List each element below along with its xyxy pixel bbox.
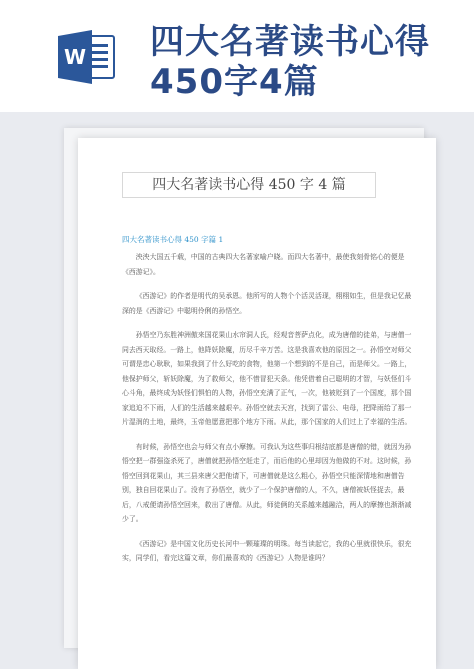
banner-title-line2: 450字4篇 [150,62,319,102]
document-title: 四大名著读书心得 450 字 4 篇 [122,172,376,198]
paragraph: 《西游记》的作者是明代的吴承恩。他所写的人物个个活灵活现，栩栩如生，但是我记忆最深的是《西游记》中聪明伶俐的孙悟空。 [122,292,412,315]
word-logo-icon [58,30,116,84]
paragraph: 泱泱大国五千载，中国的古典四大名著家喻户晓。而四大名著中，最使我刻骨铭心的便是《西游记》。 [122,253,405,276]
document-subheading: 四大名著读书心得 450 字篇 1 [122,235,224,244]
banner-title [150,22,450,102]
banner-title-line1: 四大名著读书心得 [150,22,430,62]
svg-text:W: W [63,45,87,69]
paragraph: 孙悟空乃东胜神洲傲来国花果山水帘洞人氏，经观音菩萨点化，成为唐僧的徒弟，与唐僧一同去西天取经。一路上，他降妖除魔，历尽千辛万苦。这是我喜欢他的原因之一。孙悟空对师父可谓是忠心耿耿，如果我到了什么好吃的食物，他第一个想到的不是自己，而是师父。一路上，他保护师父，斩妖除魔，为了救师父，他不惜冒犯天条。他凭借着自己聪明的才智，与妖怪们斗心斗角，最终成为妖怪们惧怕的人物，孙悟空充满了正气，一次，他被贬到了一个国度，那个国家追迫不下雨，人们的生活越来越艰辛。孙悟空就去天宫，找到了雷公、电母，把降雨给了那一片湿润的土地，最终，玉帝他愿意把那个地方下雨。从此，那个国家的人们过上了幸福的生活。 [122,331,412,426]
document-body [122,250,412,576]
paragraph: 《西游记》是中国文化历史长河中一颗璀璨的明珠。每当读起它，我的心里就很快乐，很充实，同学们，看完这篇文章，你们最喜欢的《西游记》人物是谁吗？ [122,539,412,562]
paragraph: 有时候，孙悟空也会与师父有点小摩擦。可我认为这些事归根结底都是唐僧的错，就因为孙悟空把一群强盗杀死了，唐僧就把孙悟空赶走了，而后他的心里却因为他做的不对。这时候，孙悟空回到花果山，其三县来唐父把他请下，可唐僧就是这么粗心，孙悟空只能深情地和唐僧告别，独自回花果山了。没有了孙悟空，就少了一个保护唐僧的人，不久，唐僧被妖怪捉去，最后，八戒便请孙悟空回来，救出了唐僧。从此，师徒俩的关系越来越融洽，两人的摩擦也渐渐减少了。 [122,442,412,523]
document-page [78,138,436,669]
banner [0,0,474,112]
